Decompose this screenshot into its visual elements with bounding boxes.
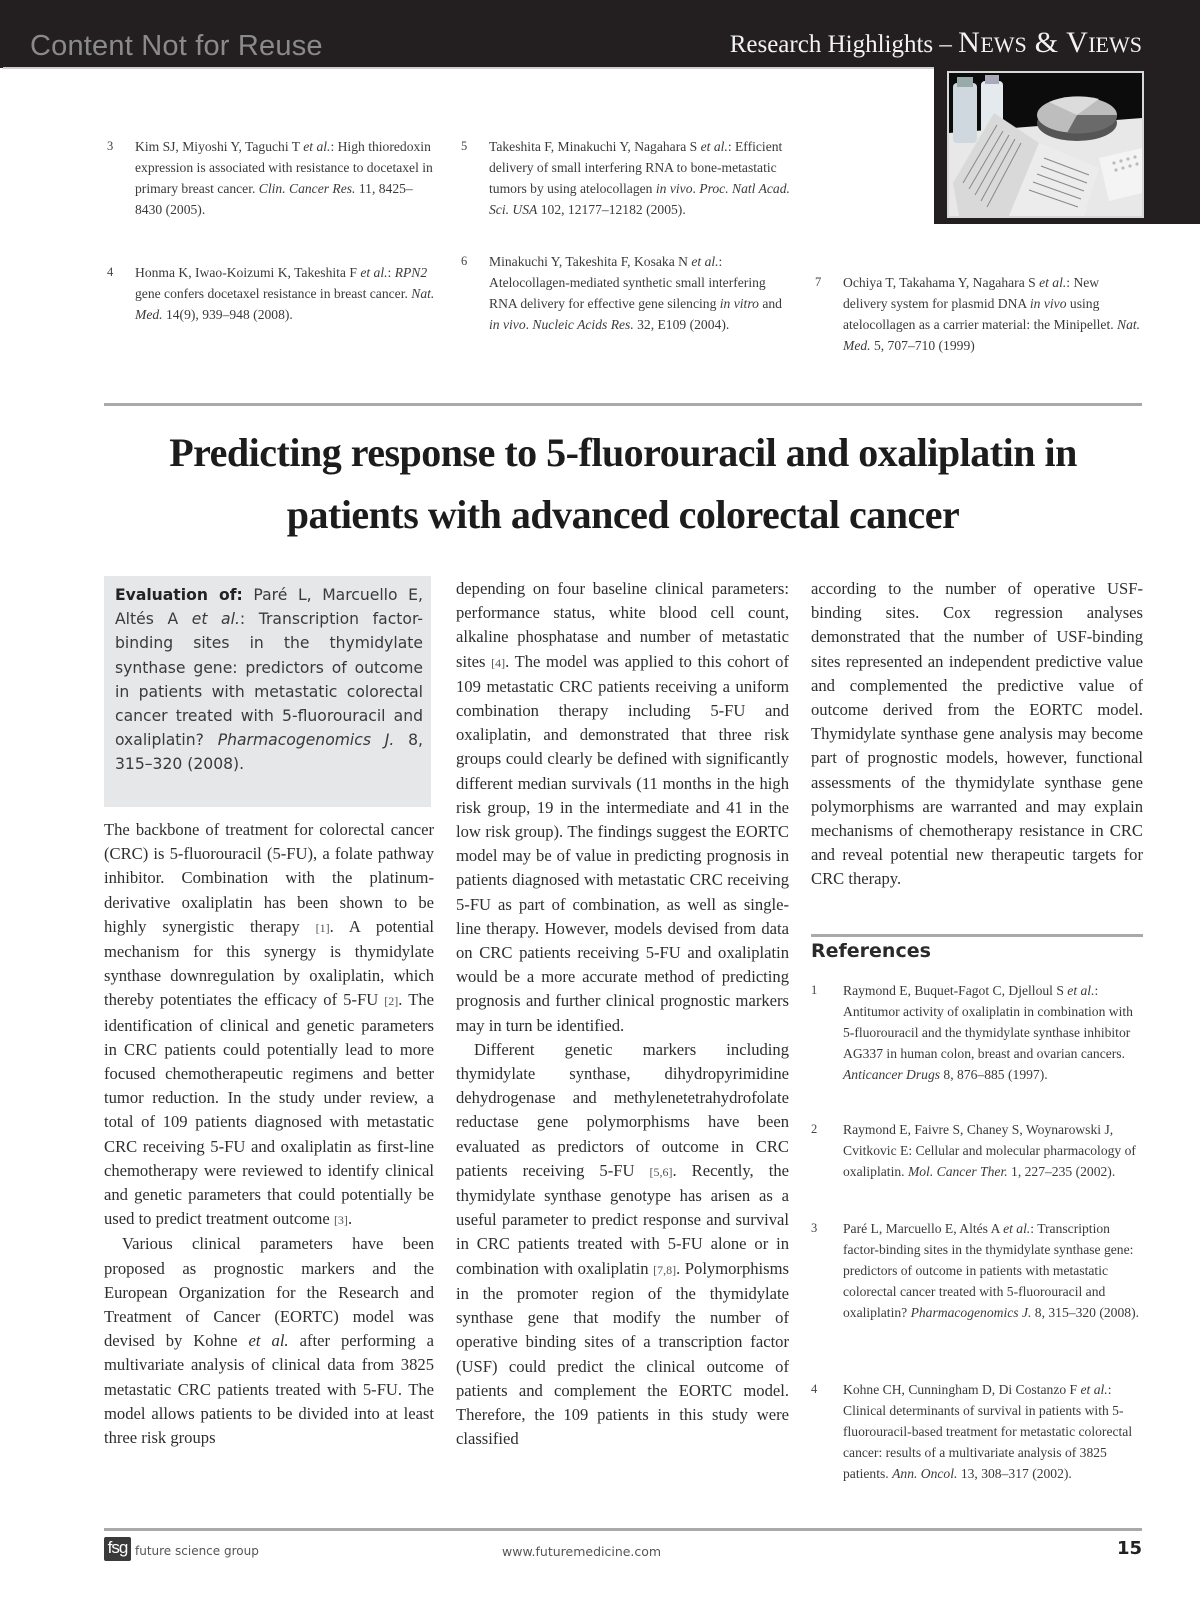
body-column-2 xyxy=(456,577,789,1451)
footer-rule xyxy=(104,1528,1142,1531)
citation-link[interactable]: [4] xyxy=(491,655,506,670)
top-reference-7: 7 Ochiya T, Takahama Y, Nagahara S et al.: New delivery system for plasmid DNA in vivo using atelocollagen as a carrier material: the Minipellet. Nat. Med. 5, 707–710 (1999) xyxy=(815,275,1141,353)
section-title: Research Highlights – NEWS & VIEWS xyxy=(729,26,1142,59)
top-reference-3: 3 Kim SJ, Miyoshi Y, Taguchi T et al.: High thioredoxin expression is associated with resistance to docetaxel in primary breast cancer. Clin. Cancer Res. 11, 8425–8430 (2005). xyxy=(107,139,433,217)
paragraph: according to the number of operative USF-binding sites. Cox regression analyses demonstrated that the number of USF-binding sites represented an independent predictive value and complemented the predictive value of outcome derived from the EORTC model. Thymidylate synthase gene analysis may become part of prognostic models, however, functional assessments of the thymidylate synthase gene polymorphisms are warranted and may explain mechanisms of chemotherapy resistance in CRC and reveal potential new therapeutic targets for CRC therapy. xyxy=(811,579,1143,889)
paragraph: The backbone of treatment for colorectal cancer (CRC) is 5-fluorouracil (5-FU), a folate pathway inhibitor. Combination with the platinum-derivative oxaliplatin has been shown to be highly synergistic therapy [1]. A potential mechanism for this synergy is thymidylate synthase downregulation by oxaliplatin, which thereby potentiates the efficacy of 5-FU [2]. The identification of clinical and genetic parameters in CRC patients could potentially lead to more focused chemotherapeutic regimens and better tumor reduction. In the study under review, a total of 109 patients diagnosed with metastatic CRC receiving 5-FU and oxaliplatin as first-line chemotherapy were reviewed to identify clinical and genetic parameters that could potentially be used to predict treatment outcome [3]. xyxy=(104,820,434,1229)
paragraph: Various clinical parameters have been proposed as prognostic markers and the European Organization for the Research and Treatment of Cancer (EORTC) model was devised by Kohne et al. after performing a multivariate analysis of clinical data from 3825 metastatic CRC patients treated with 5-FU. The model allows patients to be divided into at least three risk groups xyxy=(104,1234,435,1448)
reference-1: 1 Raymond E, Buquet-Fagot C, Djelloul S et al.: Antitumor activity of oxaliplatin in combination with 5-fluorouracil and the thymidylate synthase inhibitor AG337 in human colon, breast and ovarian cancers. Anticancer Drugs 8, 876–885 (1997). xyxy=(811,983,1133,1082)
references-heading: References xyxy=(811,940,931,962)
website-link[interactable]: www.futuremedicine.com xyxy=(502,1544,662,1559)
citation-link[interactable]: [1] xyxy=(315,920,330,935)
body-column-1 xyxy=(104,818,434,1450)
article-title: Predicting response to 5-fluorouracil and oxaliplatin in patients with advanced colorectal cancer xyxy=(169,430,1077,537)
title-rule xyxy=(104,403,1142,406)
citation-link[interactable]: [2] xyxy=(384,994,399,1009)
top-reference-4: 4 Honma K, Iwao-Koizumi K, Takeshita F et al.: RPN2 gene confers docetaxel resistance in breast cancer. Nat. Med. 14(9), 939–948 (2008). xyxy=(107,265,435,322)
reference-3: 3 Paré L, Marcuello E, Altés A et al.: Transcription factor-binding sites in the thymidylate synthase gene: predictors of outcome in patients with metastatic colorectal cancer treated with 5-fluorouracil and oxaliplatin? Pharmacogenomics J. 8, 315–320 (2008). xyxy=(811,1221,1139,1320)
watermark: Content Not for Reuse xyxy=(30,30,323,62)
citation-link[interactable]: [3] xyxy=(333,1213,348,1228)
reference-4: 4 Kohne CH, Cunningham D, Di Costanzo F et al.: Clinical determinants of survival in patients with 5-fluorouracil-based treatment for metastatic colorectal cancer: results of a multivariate analysis of 3825 patients. Ann. Oncol. 13, 308–317 (2002). xyxy=(811,1382,1133,1481)
references-rule xyxy=(811,934,1143,937)
paragraph: depending on four baseline clinical parameters: performance status, white blood cell count, alkaline phosphatase and number of metastatic sites [4]. The model was applied to this cohort of 109 metastatic CRC patients receiving a uniform combination therapy including 5-FU and oxaliplatin, and demonstrated that three risk groups could clearly be defined with significantly different median survivals (11 months in the high risk group, 19 in the intermediate and 41 in the low risk group). The findings suggest the EORTC model may be of value in predicting prognosis in patients diagnosed with metastatic CRC receiving 5-FU as part of combination, as well as single-line therapy. However, models devised from data on CRC patients receiving 5-FU and oxaliplatin would be a more accurate method of predicting prognosis and further clinical prognostic markers may in turn be identified. xyxy=(456,579,790,1035)
paragraph: Different genetic markers including thymidylate synthase, dihydropyrimidine dehydrogenase and methylenetetrahydrofolate reductase gene polymorphisms have been evaluated as predictors of outcome in CRC patients receiving 5-FU [5,6]. Recently, the thymidylate synthase genotype has arisen as a useful parameter to predict response and survival in CRC patients treated with 5-FU alone or in combination with oxaliplatin [7,8]. Polymorphisms in the promoter region of the thymidylate synthase gene that modify the number of operative binding sites of a transcription factor (USF) could predict the clinical outcome of patients and complement the EORTC model. Therefore, the 109 patients in this study were classified xyxy=(456,1039,789,1449)
hero-illustration xyxy=(947,71,1144,218)
body-column-3 xyxy=(811,577,1143,892)
citation-link[interactable]: [7,8] xyxy=(653,1262,677,1277)
page-number: 15 xyxy=(1116,1538,1142,1559)
top-reference-5: 5 Takeshita F, Minakuchi Y, Nagahara S et al.: Efficient delivery of small interfering RNA to bone-metastatic tumors by using atelocollagen in vivo. Proc. Natl Acad. Sci. USA 102, 12177–12182 (2005). xyxy=(461,139,790,217)
top-reference-6: 6 Minakuchi Y, Takeshita F, Kosaka N et al.: Atelocollagen-mediated synthetic small interfering RNA delivery for effective gene silencing in vitro and in vivo. Nucleic Acids Res. 32, E109 (2004). xyxy=(461,254,782,332)
fsg-logo-icon: fsg xyxy=(104,1537,131,1561)
citation-link[interactable]: [5,6] xyxy=(649,1164,673,1179)
publisher-name: future science group xyxy=(135,1544,259,1558)
journal-pie-chart-icon xyxy=(949,73,1142,216)
reference-2: 2 Raymond E, Faivre S, Chaney S, Woynarowski J, Cvitkovic E: Cellular and molecular pharmacology of oxaliplatin. Mol. Cancer Ther. 1, 227–235 (2002). xyxy=(811,1122,1136,1179)
evaluation-citation: Evaluation of: Paré L, Marcuello E, Altés A et al.: Transcription factor-binding sites in the thymidylate synthase gene: predictors of outcome in patients with metastatic colorectal cancer treated with 5-fluorouracil and oxaliplatin? Pharmacogenomics J. 8, 315–320 (2008). xyxy=(115,586,423,774)
